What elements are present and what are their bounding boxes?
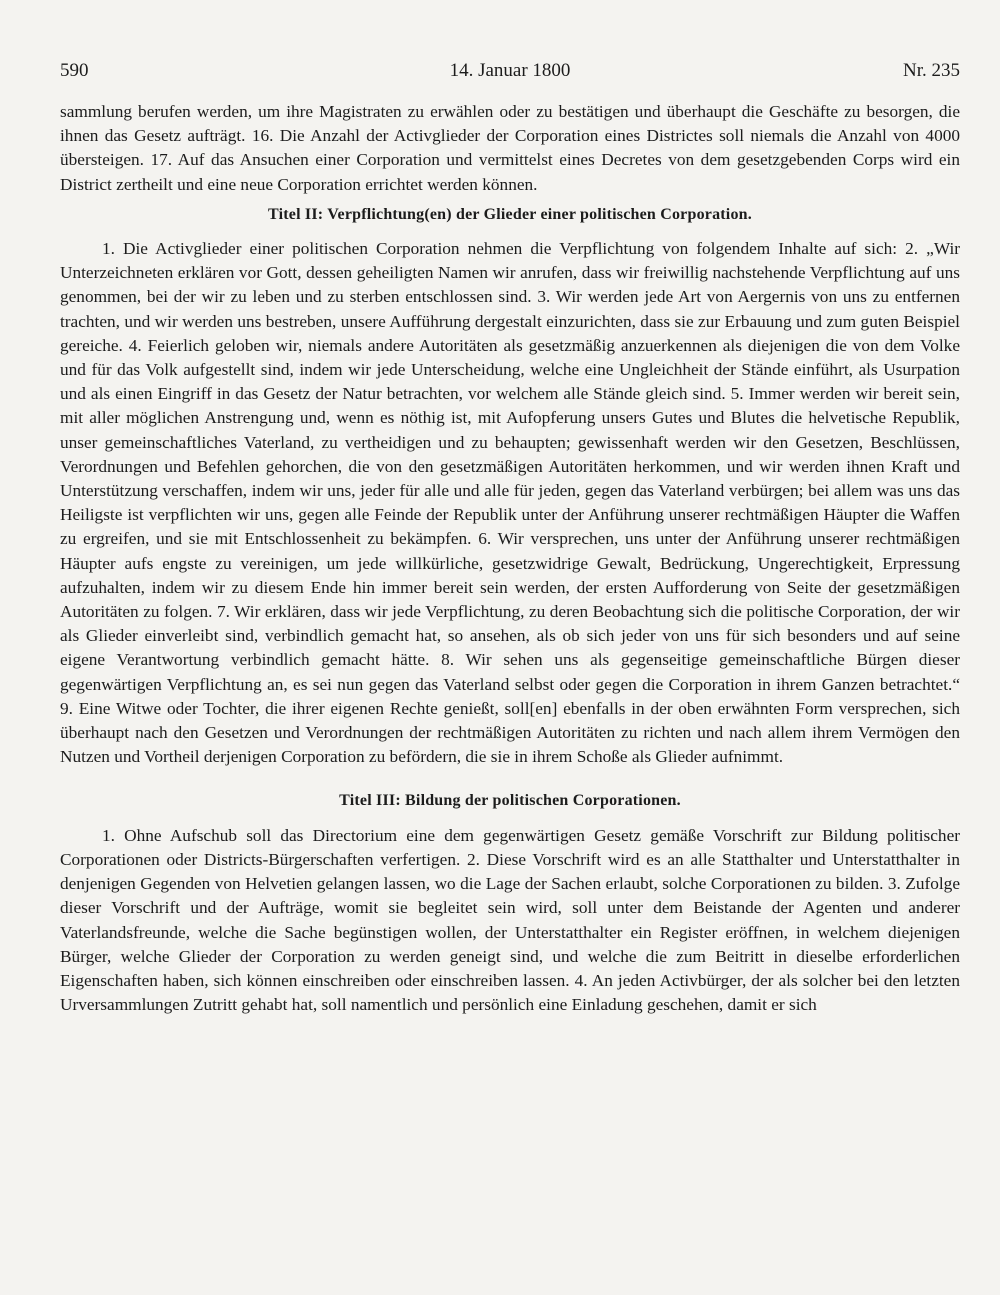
section-body-titel-3: 1. Ohne Aufschub soll das Directorium eine dem gegenwärtigen Gesetz gemäße Vorschrift zur Bildung politischer Corporationen oder Districts-Bürgerschaften verfertigen. 2. Diese Vorschrift wird es an alle Statthalter und Unterstatthalter in denjenigen Gegenden von Helvetien gelangen lassen, wo die Lage der Sachen erlaubt, solche Corporationen zu bilden. 3. Zufolge dieser Vorschrift und der Aufträge, womit sie begleitet sein wird, soll unter dem Beistande der Agenten und anderer Vaterlandsfreunde, welche die Sache begünstigen wollen, der Unterstatthalter ein Register eröffnen, in welchem diejenigen Bürger, welche Glieder der Corporation zu werden geneigt sind, und welche die zum Beitritt in dieselbe erforderlichen Eigenschaften haben, sich können einschreiben oder einschreiben lassen. 4. An jeden Activbürger, der als solcher bei den letzten Urversammlungen Zutritt gehabt hat, soll namentlich und persönlich eine Einladung geschehen, damit er sich	[60, 825, 960, 1015]
intro-paragraph: sammlung berufen werden, um ihre Magistraten zu erwählen oder zu bestätigen und überhaupt die Geschäfte zu besorgen, die ihnen das Gesetz aufträgt. 16. Die Anzahl der Activglieder der Corporation eines Districtes soll niemals die Anzahl von 4000 übersteigen. 17. Auf das Ansuchen einer Corporation und vermittelst eines Decretes von dem gesetzgebenden Corps wird ein District zertheilt und eine neue Corporation errichtet werden können.	[60, 102, 960, 194]
section-heading-titel-3: Titel III: Bildung der politischen Corporationen.	[339, 792, 681, 810]
page-number: 590	[60, 60, 89, 81]
page-body	[60, 100, 960, 1017]
page-header	[60, 60, 960, 90]
section-body-titel-2: 1. Die Activglieder einer politischen Corporation nehmen die Verpflichtung von folgendem Inhalte auf sich: 2. „Wir Unterzeichneten erklären vor Gott, dessen geheiligten Namen wir anrufen, dass wir freiwillig nachstehende Verpflichtung auf uns genommen, bei der wir zu leben und zu sterben entschlossen sind. 3. Wir werden jede Art von Aergernis von uns zu entfernen trachten, und wir werden uns bestreben, unsere Aufführung dergestalt einzurichten, dass sie zur Erbauung und zum guten Beispiel gereiche. 4. Feierlich geloben wir, niemals andere Autoritäten als gesetzmäßig anzuerkennen als diejenigen die von dem Volke und für das Volk aufgestellt sind, indem wir jede Unterscheidung, welche eine Ungleichheit der Stände einführt, als Usurpation und als einen Eingriff in das Gesetz der Natur betrachten, vor welchem alle Stände gleich sind. 5. Immer werden wir bereit sein, mit aller möglichen Anstrengung und, wenn es nöthig ist, mit Aufopferung unsers Gutes und Blutes die helvetische Republik, unser gemeinschaftliches Vaterland, zu vertheidigen und zu behaupten; gewissenhaft werden wir den Gesetzen, Beschlüssen, Verordnungen und Befehlen gehorchen, die von den gesetzmäßigen Autoritäten herkommen, und wir werden ihnen Kraft und Unterstützung verschaffen, indem wir uns, jeder für alle und alle für jeden, gegen das Vaterland verbürgen; bei allem was uns das Heiligste ist verpflichten wir uns, gegen alle Feinde der Republik unter der Anführung unserer rechtmäßigen Häupter die Waffen zu ergreifen, und sie mit Entschlossenheit zu bekämpfen. 6. Wir versprechen, uns unter der Anführung unserer rechtmäßigen Häupter aufs engste zu vereinigen, um jede willkürliche, gesetzwidrige Gewalt, Bedrückung, Ungerechtigkeit, Erpressung aufzuhalten, indem wir zu diesem Ende hin immer bereit sein werden, der ersten Aufforderung von Seite der gesetzmäßigen Autoritäten zu folgen. 7. Wir erklären, dass wir jede Verpflichtung, zu deren Beobachtung sich die politische Corporation, der wir als Glieder einverleibt sind, verbindlich gemacht hat, so ansehen, als ob sich jeder von uns für sich besonders und auf seine eigene Verantwortung verbindlich gemacht hätte. 8. Wir sehen uns als gegenseitige gemeinschaftliche Bürgen dieser gegenwärtigen Verpflichtung an, es sei nun gegen das Vaterland selbst oder gegen die Corporation in ihrem Ganzen betrachtet.“ 9. Eine Witwe oder Tochter, die ihrer eigenen Rechte genießt, soll[en] ebenfalls in der oben erwähnten Form versprechen, sich überhaupt nach den Gesetzen und Verordnungen der rechtmäßigen Autoritäten zu richten und nach allem ihrem Vermögen den Nutzen und Vortheil derjenigen Corporation zu befördern, die sie in ihrem Schoße als Glieder aufnimmt.	[60, 239, 960, 767]
header-date: 14. Januar 1800	[449, 60, 571, 81]
document-number: Nr. 235	[903, 60, 960, 81]
section-gap	[60, 769, 960, 783]
section-heading-titel-2: Titel II: Verpflichtung(en) der Glieder einer politischen Corporation.	[268, 205, 752, 223]
